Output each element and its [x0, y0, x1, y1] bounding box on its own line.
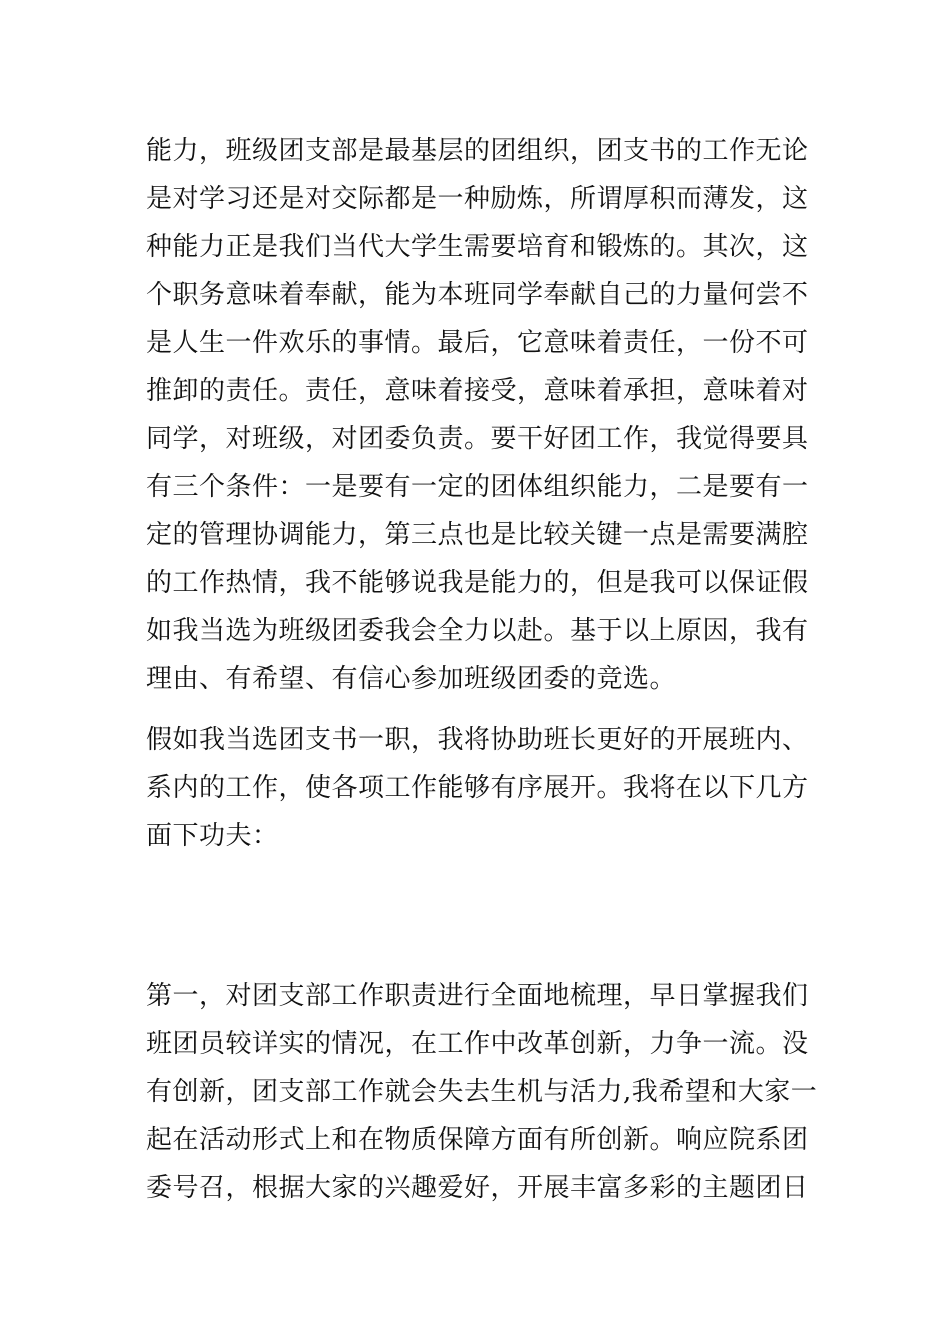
- text-line: 班团员较详实的情况，在工作中改革创新，力争一流。没: [146, 1029, 809, 1059]
- paragraph-plan-first: [146, 972, 816, 1212]
- text-line: 理由、有希望、有信心参加班级团委的竞选。: [146, 664, 677, 694]
- text-line: 能力，班级团支部是最基层的团组织，团支书的工作无论: [146, 136, 809, 166]
- text-line: 是人生一件欢乐的事情。最后，它意味着责任，一份不可: [146, 328, 809, 358]
- text-line: 系内的工作，使各项工作能够有序展开。我将在以下几方: [146, 773, 809, 803]
- text-line: 定的管理协调能力，第三点也是比较关键一点是需要满腔: [146, 520, 809, 550]
- text-line: 的工作热情，我不能够说我是能力的，但是我可以保证假: [146, 568, 809, 598]
- text-line: 推卸的责任。责任，意味着接受，意味着承担，意味着对: [146, 376, 809, 406]
- text-line: 有创新，团支部工作就会失去生机与活力,我希望和大家一: [146, 1077, 818, 1107]
- text-line: 起在活动形式上和在物质保障方面有所创新。响应院系团: [146, 1125, 809, 1155]
- text-line: 第一，对团支部工作职责进行全面地梳理，早日掌握我们: [146, 981, 809, 1011]
- paragraph-qualifications: [146, 127, 816, 703]
- text-line: 是对学习还是对交际都是一种励炼，所谓厚积而薄发，这: [146, 184, 809, 214]
- text-line: 种能力正是我们当代大学生需要培育和锻炼的。其次，这: [146, 232, 809, 262]
- text-line: 同学，对班级，对团委负责。要干好团工作，我觉得要具: [146, 424, 809, 454]
- text-line: 如我当选为班级团委我会全力以赴。基于以上原因，我有: [146, 616, 809, 646]
- text-line: 有三个条件：一是要有一定的团体组织能力，二是要有一: [146, 472, 809, 502]
- text-line: 个职务意味着奉献，能为本班同学奉献自己的力量何尝不: [146, 280, 809, 310]
- paragraph-plan-intro: [146, 716, 816, 860]
- text-line: 面下功夫：: [146, 821, 279, 851]
- text-line: 假如我当选团支书一职，我将协助班长更好的开展班内、: [146, 725, 809, 755]
- text-line: 委号召，根据大家的兴趣爱好，开展丰富多彩的主题团日: [146, 1173, 809, 1203]
